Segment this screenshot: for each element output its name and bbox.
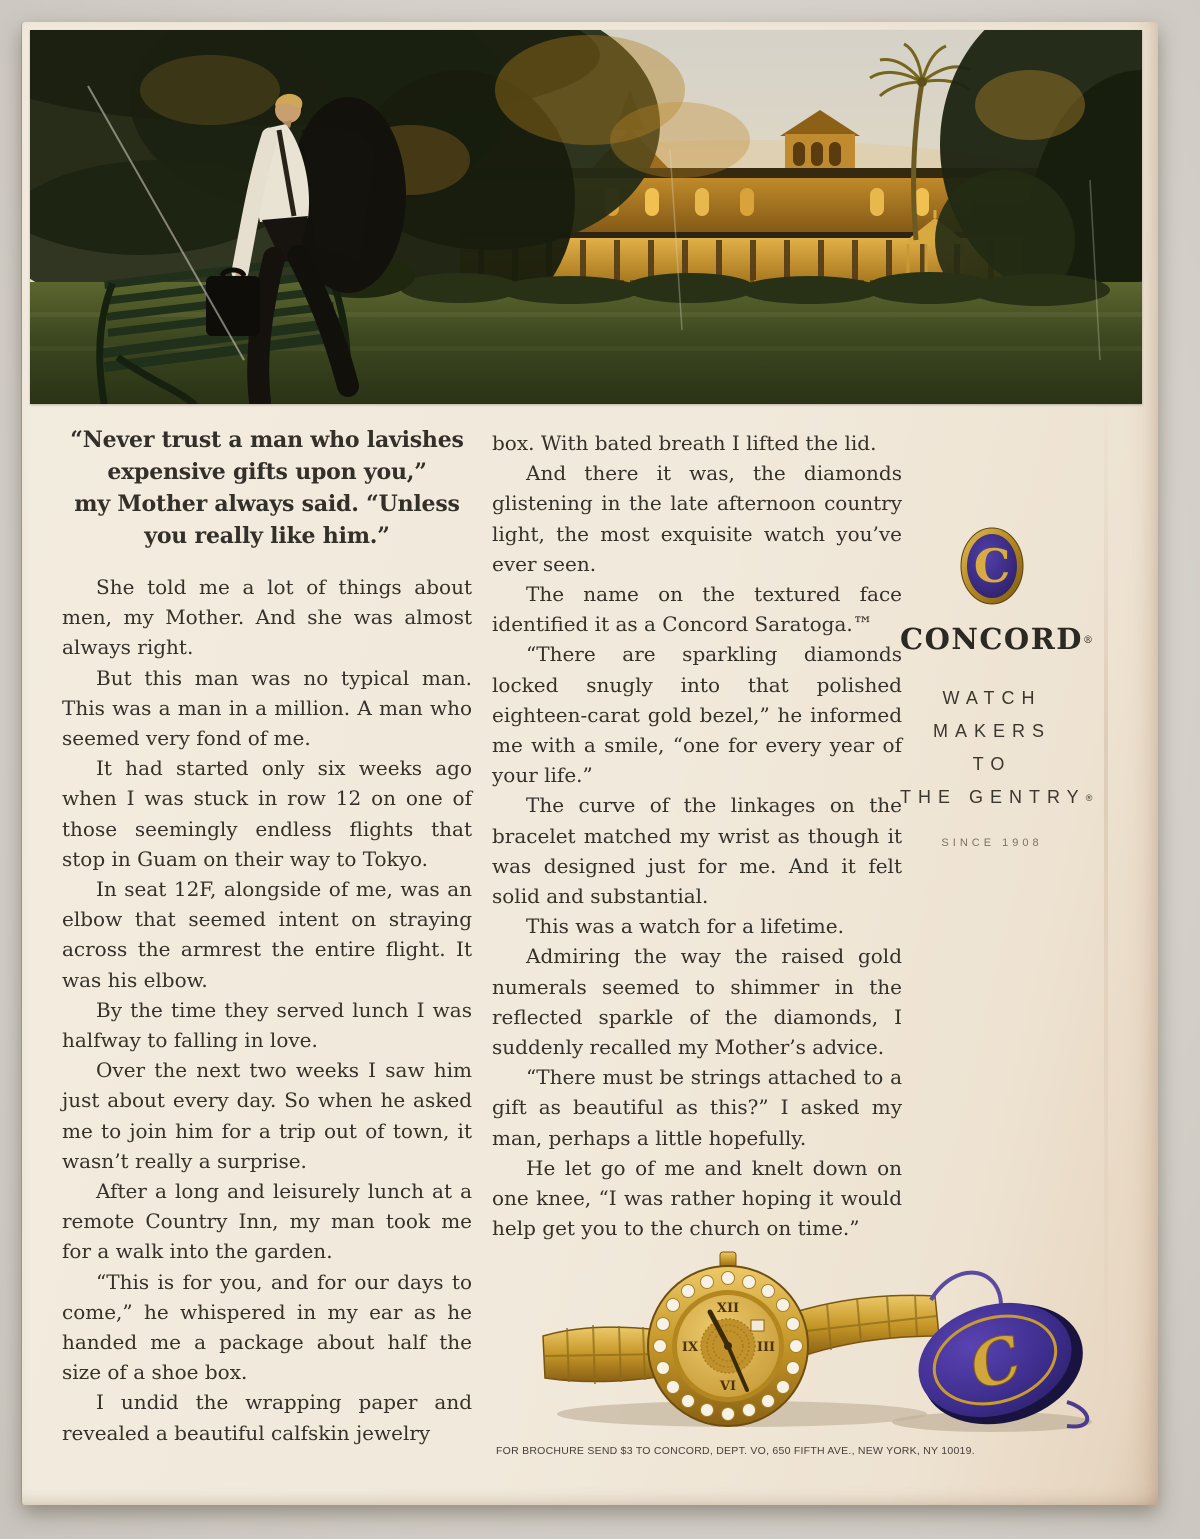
headline-line: expensive gifts upon you,”	[107, 459, 427, 485]
story-paragraph: Admiring the way the raised gold numerals seemed to shimmer in the reflected sparkle of the diamonds, I suddenly recalled my Mother’s advice.	[492, 944, 902, 1060]
headline	[62, 424, 472, 552]
concord-logo-icon	[959, 526, 1025, 606]
story-column-right	[492, 428, 902, 1243]
story-paragraph: After a long and leisurely lunch at a remote Country Inn, my man took me for a walk into the garden.	[62, 1179, 472, 1264]
headline-line: my Mother always said. “Unless	[74, 491, 460, 517]
tag-cord	[931, 1273, 1001, 1304]
registered-mark: ®	[1085, 793, 1093, 803]
garden-scene-illustration	[30, 30, 1142, 404]
dial-numeral-12: XII	[716, 1301, 740, 1316]
watch-case	[648, 1252, 808, 1426]
story-paragraph: He let go of me and knelt down on one knee, “I was rather hoping it would help get you to the church on time.”	[492, 1155, 902, 1241]
story-paragraph: “This is for you, and for our days to come,” he whispered in my ear as he handed me a package about half the size of a shoe box.	[62, 1269, 472, 1385]
date-window	[751, 1320, 764, 1331]
headline-line: “Never trust a man who lavishes	[70, 427, 464, 453]
watch-illustration	[527, 1234, 1157, 1444]
tag-monogram: C	[961, 1320, 1030, 1405]
story-paragraph: And there it was, the diamonds glistening in the late afternoon country light, the most exquisite watch you’ve ever seen.	[492, 461, 902, 576]
story-paragraph: The name on the textured face identified it as a Concord Saratoga.™	[492, 582, 902, 637]
story-paragraph: “There are sparkling diamonds locked snugly into that polished eighteen-carat gold bezel,” he informed me with a smile, “one for every year of your life.”	[492, 642, 902, 788]
story-paragraph: “There must be strings attached to a gift as beautiful as this?” I asked my man, perhaps a little hopefully.	[492, 1065, 902, 1150]
story-paragraph: box. With bated breath I lifted the lid.	[492, 431, 877, 455]
tagline-line: THE GENTRY®	[900, 787, 1093, 807]
story-paragraph: Over the next two weeks I saw him just about every day. So when he asked me to join him for a trip out of town, it wasn’t really a surprise.	[62, 1058, 472, 1173]
brochure-note: FOR BROCHURE SEND $3 TO CONCORD, DEPT. VO, 650 FIFTH AVE., NEW YORK, NY 10019.	[496, 1445, 975, 1457]
story-paragraph: The curve of the linkages on the bracelet matched my wrist as though it was designed just for me. And it felt solid and substantial.	[492, 793, 902, 909]
story-paragraph: This was a watch for a lifetime.	[526, 914, 844, 939]
since-label: SINCE 1908	[941, 837, 1043, 849]
story-paragraph: But this man was no typical man. This was a man in a million. A man who seemed very fond of me.	[62, 665, 472, 751]
brand-tagline	[900, 682, 1093, 815]
magazine-page	[22, 22, 1158, 1505]
dial-numeral-6: VI	[719, 1379, 737, 1394]
brand-block	[900, 526, 1093, 849]
story-paragraph: In seat 12F, alongside of me, was an elbow that seemed intent on straying across the armrest the entire flight. It was his elbow.	[62, 877, 472, 992]
story-paragraph: By the time they served lunch I was halfway to falling in love.	[62, 997, 472, 1053]
dial-numeral-3: III	[756, 1340, 776, 1355]
tagline-line: TO	[972, 754, 1012, 774]
watch-photo	[527, 1234, 1157, 1444]
tagline-line: WATCH	[942, 688, 1042, 708]
headline-line: you really like him.”	[144, 523, 390, 549]
brand-name: CONCORD®	[900, 622, 1093, 656]
story-paragraph: She told me a lot of things about men, my Mother. And she was almost always right.	[62, 575, 472, 660]
story-column-left	[62, 572, 472, 1448]
dial-numeral-9: IX	[681, 1340, 699, 1355]
cover-photo	[30, 30, 1142, 404]
logo-monogram: C	[973, 539, 1011, 593]
story-paragraph: It had started only six weeks ago when I was stuck in row 12 on one of those seemingly endless flights that stop in Guam on their way to Tokyo.	[62, 756, 472, 871]
registered-mark: ®	[1082, 635, 1093, 646]
tagline-line: MAKERS	[932, 721, 1052, 741]
story-paragraph: I undid the wrapping paper and revealed a beautiful calfskin jewelry	[62, 1390, 472, 1445]
